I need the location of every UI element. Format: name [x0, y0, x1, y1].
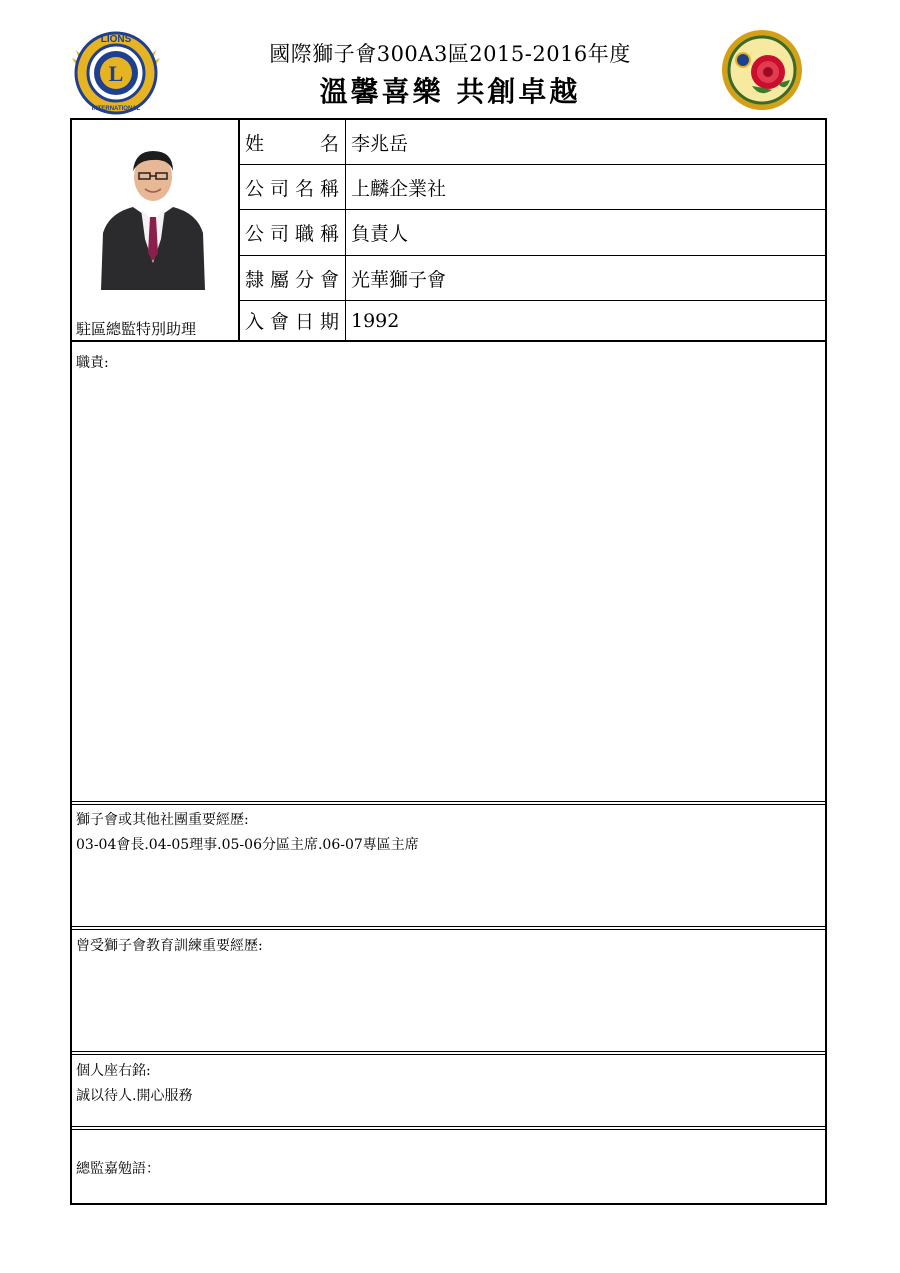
svg-text:INTERNATIONAL: INTERNATIONAL [91, 106, 141, 112]
governor-label: 總監嘉勉語： [76, 1161, 160, 1177]
portrait-photo-icon [99, 143, 207, 290]
district-rose-logo-icon [720, 28, 804, 112]
info-row-company [240, 165, 827, 210]
document-title: 國際獅子會300A3區2015-2016年度 [269, 42, 631, 66]
position-title: 駐區總監特別助理 [76, 320, 197, 338]
motto-label: 個人座右銘: [76, 1063, 151, 1079]
info-value-company: 上麟企業社 [351, 177, 447, 200]
info-row-name [240, 120, 827, 165]
info-value-club: 光華獅子會 [351, 268, 447, 291]
experience-text: 03-04會長.04-05理事.05-06分區主席.06-07專區主席 [76, 837, 419, 853]
info-label: 公司名稱 [240, 165, 346, 209]
experience-section [70, 805, 827, 927]
info-row-join-date [240, 301, 827, 342]
document-slogan: 溫馨喜樂 共創卓越 [319, 75, 581, 108]
training-label: 曾受獅子會教育訓練重要經歷: [76, 938, 263, 954]
info-value-name: 李兆岳 [351, 132, 409, 155]
motto-section [70, 1055, 827, 1127]
duties-section [70, 342, 827, 802]
duties-label: 職責: [76, 355, 109, 371]
svg-text:LIONS: LIONS [100, 34, 132, 45]
motto-text: 誠以待人.開心服務 [76, 1088, 193, 1104]
info-value-job-title: 負責人 [351, 223, 409, 245]
info-value-join-date: 1992 [351, 309, 400, 332]
experience-label: 獅子會或其他社團重要經歷: [76, 812, 249, 828]
info-label: 入會日期 [240, 301, 346, 340]
svg-text:L: L [108, 61, 124, 86]
info-row-club [240, 256, 827, 301]
info-label: 隸屬分會 [240, 256, 346, 300]
info-label: 姓 名 [240, 120, 346, 164]
training-section [70, 930, 827, 1052]
governor-section [70, 1130, 827, 1205]
info-label: 公司職稱 [240, 210, 346, 255]
info-row-job-title [240, 210, 827, 256]
